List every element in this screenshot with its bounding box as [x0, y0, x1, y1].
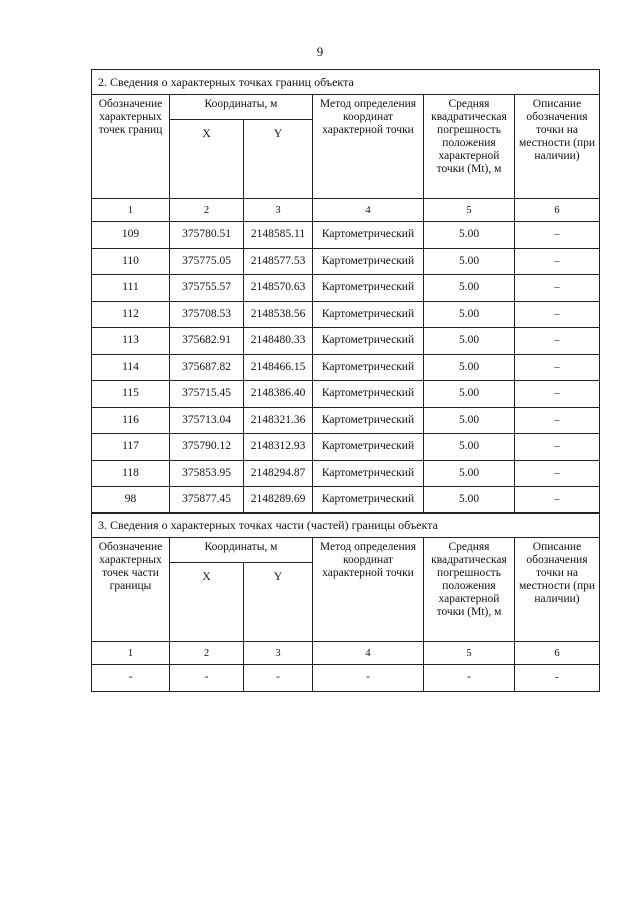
- x-coordinate-cell: 375790.12: [170, 434, 244, 461]
- description-cell: -: [515, 665, 600, 692]
- error-cell: 5.00: [424, 301, 515, 328]
- table-row: [92, 354, 600, 381]
- table-row: [92, 301, 600, 328]
- header-designation: Обозначение характерных точек части границы: [92, 538, 170, 642]
- point-id-cell: 118: [92, 460, 170, 487]
- column-number: 1: [92, 642, 170, 665]
- method-cell: -: [313, 665, 424, 692]
- header-x: X: [170, 562, 244, 641]
- section2-title: 2. Сведения о характерных точках границ объекта: [92, 70, 600, 95]
- section3-rows: [92, 665, 600, 692]
- error-cell: 5.00: [424, 354, 515, 381]
- method-cell: Картометрический: [313, 248, 424, 275]
- point-id-cell: -: [92, 665, 170, 692]
- error-cell: 5.00: [424, 381, 515, 408]
- point-id-cell: 113: [92, 328, 170, 355]
- column-number: 2: [170, 199, 244, 222]
- description-cell: –: [515, 301, 600, 328]
- table-row: [92, 328, 600, 355]
- y-coordinate-cell: 2148570.63: [244, 275, 313, 302]
- header-error: Средняя квадратическая погрешность положения характерной точки (Mt), м: [424, 538, 515, 642]
- points-table-section2: [91, 69, 600, 514]
- point-id-cell: 112: [92, 301, 170, 328]
- method-cell: Картометрический: [313, 275, 424, 302]
- description-cell: –: [515, 328, 600, 355]
- header-y: Y: [244, 562, 313, 641]
- y-coordinate-cell: 2148585.11: [244, 222, 313, 249]
- x-coordinate-cell: 375713.04: [170, 407, 244, 434]
- point-id-cell: 114: [92, 354, 170, 381]
- y-coordinate-cell: 2148386.40: [244, 381, 313, 408]
- header-description: Описание обозначения точки на местности (при наличии): [515, 95, 600, 199]
- header-description: Описание обозначения точки на местности (при наличии): [515, 538, 600, 642]
- y-coordinate-cell: 2148294.87: [244, 460, 313, 487]
- column-number: 1: [92, 199, 170, 222]
- method-cell: Картометрический: [313, 487, 424, 514]
- x-coordinate-cell: 375780.51: [170, 222, 244, 249]
- method-cell: Картометрический: [313, 222, 424, 249]
- method-cell: Картометрический: [313, 460, 424, 487]
- y-coordinate-cell: 2148577.53: [244, 248, 313, 275]
- error-cell: 5.00: [424, 434, 515, 461]
- x-coordinate-cell: 375877.45: [170, 487, 244, 514]
- error-cell: 5.00: [424, 248, 515, 275]
- points-table-section3: [91, 512, 600, 692]
- error-cell: 5.00: [424, 460, 515, 487]
- method-cell: Картометрический: [313, 407, 424, 434]
- column-number: 6: [515, 199, 600, 222]
- y-coordinate-cell: -: [244, 665, 313, 692]
- table-row: [92, 460, 600, 487]
- column-number: 3: [244, 199, 313, 222]
- y-coordinate-cell: 2148480.33: [244, 328, 313, 355]
- x-coordinate-cell: 375755.57: [170, 275, 244, 302]
- point-id-cell: 109: [92, 222, 170, 249]
- method-cell: Картометрический: [313, 381, 424, 408]
- method-cell: Картометрический: [313, 434, 424, 461]
- point-id-cell: 116: [92, 407, 170, 434]
- x-coordinate-cell: 375853.95: [170, 460, 244, 487]
- description-cell: –: [515, 354, 600, 381]
- description-cell: –: [515, 381, 600, 408]
- error-cell: -: [424, 665, 515, 692]
- column-number: 5: [424, 642, 515, 665]
- column-number: 5: [424, 199, 515, 222]
- point-id-cell: 111: [92, 275, 170, 302]
- table-row: [92, 487, 600, 514]
- error-cell: 5.00: [424, 222, 515, 249]
- section3-title: 3. Сведения о характерных точках части (частей) границы объекта: [92, 513, 600, 538]
- method-cell: Картометрический: [313, 301, 424, 328]
- point-id-cell: 110: [92, 248, 170, 275]
- header-designation: Обозначение характерных точек границ: [92, 95, 170, 199]
- x-coordinate-cell: 375687.82: [170, 354, 244, 381]
- error-cell: 5.00: [424, 487, 515, 514]
- description-cell: –: [515, 222, 600, 249]
- x-coordinate-cell: 375775.05: [170, 248, 244, 275]
- header-method: Метод определения координат характерной точки: [313, 538, 424, 642]
- y-coordinate-cell: 2148466.15: [244, 354, 313, 381]
- description-cell: –: [515, 487, 600, 514]
- header-error: Средняя квадратическая погрешность положения характерной точки (Mt), м: [424, 95, 515, 199]
- description-cell: –: [515, 434, 600, 461]
- header-coordinates: Координаты, м: [170, 95, 313, 120]
- y-coordinate-cell: 2148312.93: [244, 434, 313, 461]
- y-coordinate-cell: 2148289.69: [244, 487, 313, 514]
- description-cell: –: [515, 407, 600, 434]
- table-row: [92, 222, 600, 249]
- page-number: 9: [316, 44, 324, 59]
- table-row: [92, 275, 600, 302]
- section2-rows: [92, 222, 600, 514]
- method-cell: Картометрический: [313, 354, 424, 381]
- point-id-cell: 117: [92, 434, 170, 461]
- column-number: 2: [170, 642, 244, 665]
- header-y: Y: [244, 119, 313, 198]
- description-cell: –: [515, 460, 600, 487]
- column-number: 6: [515, 642, 600, 665]
- error-cell: 5.00: [424, 275, 515, 302]
- point-id-cell: 98: [92, 487, 170, 514]
- table-row: [92, 665, 600, 692]
- x-coordinate-cell: 375682.91: [170, 328, 244, 355]
- column-number: 4: [313, 642, 424, 665]
- description-cell: –: [515, 248, 600, 275]
- column-number: 4: [313, 199, 424, 222]
- header-coordinates: Координаты, м: [170, 538, 313, 563]
- error-cell: 5.00: [424, 407, 515, 434]
- table-row: [92, 434, 600, 461]
- x-coordinate-cell: 375715.45: [170, 381, 244, 408]
- table-row: [92, 407, 600, 434]
- point-id-cell: 115: [92, 381, 170, 408]
- x-coordinate-cell: 375708.53: [170, 301, 244, 328]
- table-row: [92, 381, 600, 408]
- y-coordinate-cell: 2148321.36: [244, 407, 313, 434]
- table-row: [92, 248, 600, 275]
- column-number: 3: [244, 642, 313, 665]
- description-cell: –: [515, 275, 600, 302]
- y-coordinate-cell: 2148538.56: [244, 301, 313, 328]
- x-coordinate-cell: -: [170, 665, 244, 692]
- header-method: Метод определения координат характерной точки: [313, 95, 424, 199]
- method-cell: Картометрический: [313, 328, 424, 355]
- error-cell: 5.00: [424, 328, 515, 355]
- header-x: X: [170, 119, 244, 198]
